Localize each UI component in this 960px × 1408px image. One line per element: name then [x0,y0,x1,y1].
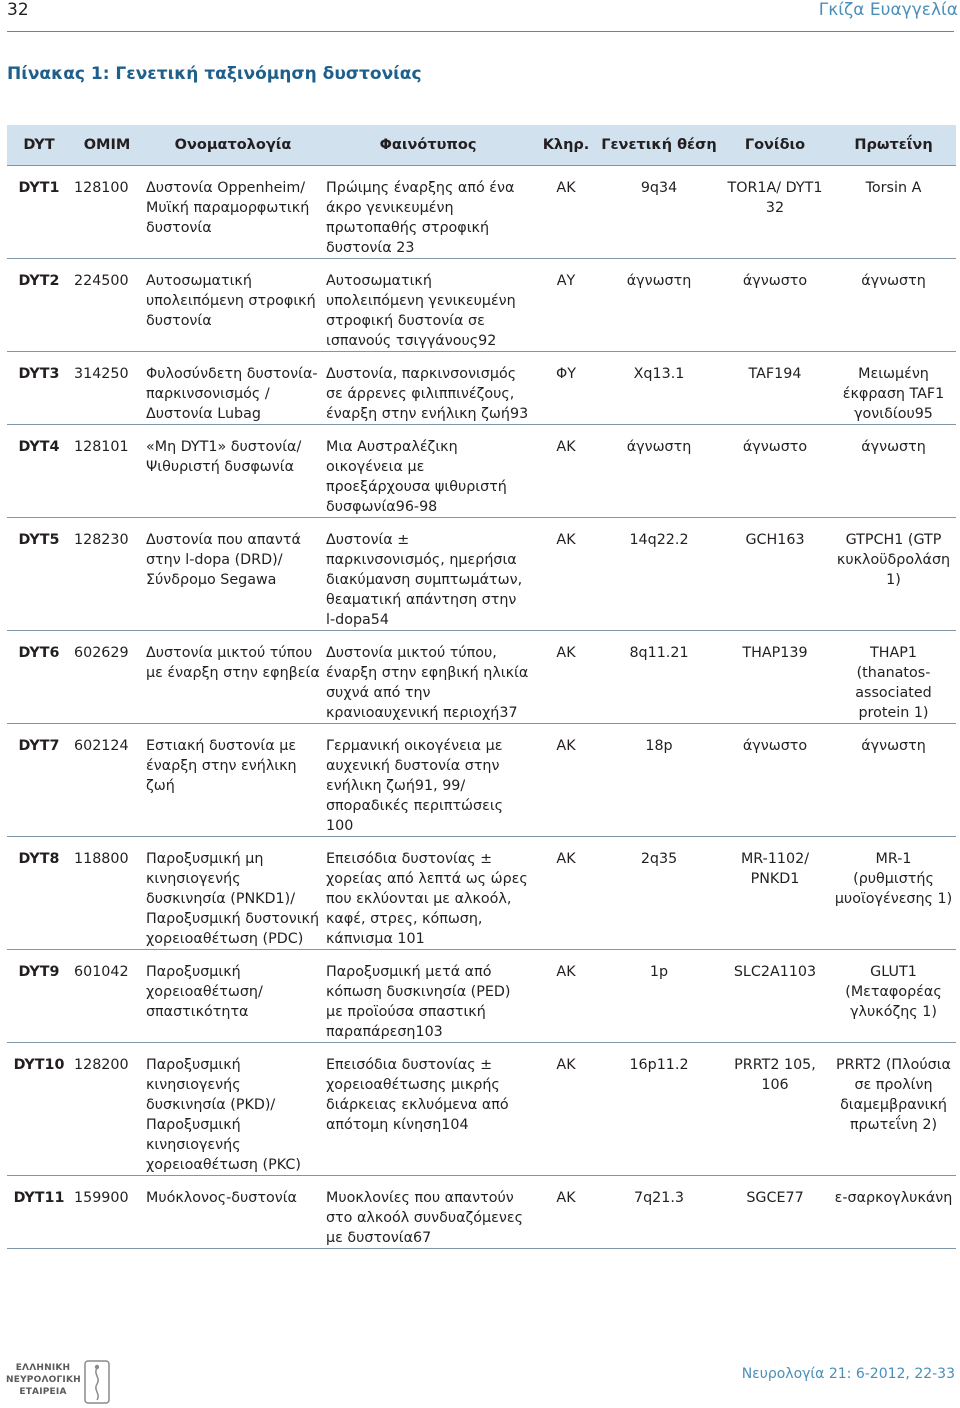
cell-protein: GTPCH1 (GTP κυκλοϋδρολάση 1) [831,518,956,631]
cell-locus: 14q22.2 [599,518,719,631]
cell-gene: άγνωστο [719,724,831,837]
cell-protein: άγνωστη [831,259,956,352]
cell-nomenclature: Φυλοσύνδετη δυστονία-παρκινσονισμός /Δυστονία Lubag [143,352,323,425]
cell-inheritance: ΑΚ [533,1043,599,1176]
column-header: OMIM [71,125,143,166]
cell-inheritance: ΑΚ [533,166,599,259]
author-name: Γκίζα Ευαγγελία [818,0,958,20]
cell-dyt: DYT6 [7,631,71,724]
cell-locus: άγνωστη [599,259,719,352]
cell-protein: Μειωμένη έκφραση TAF1 γονιδίου95 [831,352,956,425]
cell-omim: 602124 [71,724,143,837]
cell-inheritance: ΑΚ [533,518,599,631]
cell-nomenclature: Αυτοσωματική υπολειπόμενη στροφική δυστονία [143,259,323,352]
cell-dyt: DYT10 [7,1043,71,1176]
cell-phenotype: Πρώιμης έναρξης από ένα άκρο γενικευμένη πρωτοπαθής στροφική δυστονία 23 [323,166,533,259]
cell-phenotype: Γερμανική οικογένεια με αυχενική δυστονία στην ενήλικη ζωή91, 99/σποραδικές περιπτώσεις 100 [323,724,533,837]
table-body [7,166,956,1249]
cell-gene: άγνωστο [719,259,831,352]
table-row [7,166,956,259]
cell-phenotype: Μυοκλονίες που απαντούν στο αλκοόλ συνδυαζόμενες με δυστονία67 [323,1176,533,1249]
journal-citation: Νευρολογία 21: 6-2012, 22-33 [741,1366,955,1382]
cell-nomenclature: Δυστονία που απαντά στην l-dopa (DRD)/Σύνδρομο Segawa [143,518,323,631]
column-header: DYT [7,125,71,166]
cell-phenotype: Δυστονία, παρκινσονισμός σε άρρενες φιλιππινέζους, έναρξη στην ενήλικη ζωή93 [323,352,533,425]
cell-gene: PRRT2 105, 106 [719,1043,831,1176]
cell-inheritance: ΦΥ [533,352,599,425]
cell-omim: 128100 [71,166,143,259]
cell-nomenclature: Μυόκλονος-δυστονία [143,1176,323,1249]
cell-locus: άγνωστη [599,425,719,518]
cell-dyt: DYT1 [7,166,71,259]
cell-inheritance: ΑΥ [533,259,599,352]
table-row [7,1043,956,1176]
cell-omim: 314250 [71,352,143,425]
cell-omim: 128101 [71,425,143,518]
cell-locus: 1p [599,950,719,1043]
cell-inheritance: ΑΚ [533,950,599,1043]
cell-inheritance: ΑΚ [533,1176,599,1249]
column-header: Γενετική θέση [599,125,719,166]
cell-gene: GCH163 [719,518,831,631]
page-number: 32 [7,0,29,20]
table-row [7,950,956,1043]
cell-omim: 224500 [71,259,143,352]
header-rule [7,31,954,32]
logo-text: ΕΛΛΗΝΙΚΗ ΝΕΥΡΟΛΟΓΙΚΗ ΕΤΑΙΡΕΙΑ [6,1363,81,1397]
table-row [7,1176,956,1249]
cell-inheritance: ΑΚ [533,837,599,950]
column-header: Γονίδιο [719,125,831,166]
column-header: Φαινότυπος [323,125,533,166]
cell-phenotype: Επεισόδια δυστονίας ± χορειοαθέτωσης μικρής διάρκειας εκλυόμενα από απότομη κίνηση104 [323,1043,533,1176]
table-header-row [7,125,956,166]
cell-locus: 7q21.3 [599,1176,719,1249]
cell-locus: 16p11.2 [599,1043,719,1176]
cell-protein: άγνωστη [831,425,956,518]
cell-nomenclature: Δυστονία μικτού τύπου με έναρξη στην εφηβεία [143,631,323,724]
cell-gene: TAF194 [719,352,831,425]
cell-gene: άγνωστο [719,425,831,518]
table-row [7,631,956,724]
cell-phenotype: Επεισόδια δυστονίας ± χορείας από λεπτά ως ώρες που εκλύονται με αλκοόλ, καφέ, στρες, κόπωση, κάπνισμα 101 [323,837,533,950]
table-row [7,724,956,837]
cell-phenotype: Μια Αυστραλέζικη οικογένεια με προεξάρχουσα ψιθυριστή δυσφωνία96-98 [323,425,533,518]
cell-gene: SGCE77 [719,1176,831,1249]
cell-dyt: DYT9 [7,950,71,1043]
cell-omim: 602629 [71,631,143,724]
cell-nomenclature: Δυστονία Oppenheim/ Μυϊκή παραμορφωτική δυστονία [143,166,323,259]
cell-protein: άγνωστη [831,724,956,837]
cell-phenotype: Παροξυσμική μετά από κόπωση δυσκινησία (PED) με προϊούσα σπαστική παραπάρεση103 [323,950,533,1043]
cell-dyt: DYT2 [7,259,71,352]
table-row [7,837,956,950]
cell-dyt: DYT8 [7,837,71,950]
cell-gene: MR-1102/ PNKD1 [719,837,831,950]
cell-locus: Xq13.1 [599,352,719,425]
column-header: Κληρ. [533,125,599,166]
table-row [7,352,956,425]
cell-protein: MR-1 (ρυθμιστής μυοϊογένεσης 1) [831,837,956,950]
cell-protein: PRRT2 (Πλούσια σε προλίνη διαμεμβρανική πρωτεΐνη 2) [831,1043,956,1176]
cell-omim: 118800 [71,837,143,950]
cell-phenotype: Δυστονία μικτού τύπου, έναρξη στην εφηβική ηλικία συχνά από την κρανιοαυχενική περιοχή37 [323,631,533,724]
cell-nomenclature: Παροξυσμική κινησιογενής δυσκινησία (PKD)/ Παροξυσμική κινησιογενής χορειοαθέτωση (PKC) [143,1043,323,1176]
cell-nomenclature: «Mη DYT1» δυστονία/ Ψιθυριστή δυσφωνία [143,425,323,518]
cell-dyt: DYT5 [7,518,71,631]
logo-emblem-icon [84,1360,110,1404]
cell-omim: 128200 [71,1043,143,1176]
cell-gene: TOR1A/ DYT1 32 [719,166,831,259]
table-title: Πίνακας 1: Γενετική ταξινόμηση δυστονίας [7,64,422,84]
table-row [7,425,956,518]
cell-protein: GLUT1 (Μεταφορέας γλυκόζης 1) [831,950,956,1043]
dystonia-table [7,125,956,1249]
cell-dyt: DYT4 [7,425,71,518]
cell-protein: THAP1 (thanatos-associated protein 1) [831,631,956,724]
cell-locus: 8q11.21 [599,631,719,724]
cell-locus: 18p [599,724,719,837]
cell-nomenclature: Εστιακή δυστονία με έναρξη στην ενήλικη ζωή [143,724,323,837]
cell-inheritance: ΑΚ [533,631,599,724]
cell-gene: SLC2A1103 [719,950,831,1043]
cell-omim: 159900 [71,1176,143,1249]
cell-dyt: DYT3 [7,352,71,425]
cell-omim: 128230 [71,518,143,631]
cell-protein: ε-σαρκογλυκάνη [831,1176,956,1249]
cell-nomenclature: Παροξυσμική χορειοαθέτωση/σπαστικότητα [143,950,323,1043]
society-logo [6,1360,116,1404]
cell-inheritance: ΑΚ [533,425,599,518]
table-row [7,259,956,352]
cell-omim: 601042 [71,950,143,1043]
table-row [7,518,956,631]
column-header: Ονοματολογία [143,125,323,166]
cell-locus: 2q35 [599,837,719,950]
cell-phenotype: Αυτοσωματική υπολειπόμενη γενικευμένη στροφική δυστονία σε ισπανούς τσιγγάνους92 [323,259,533,352]
cell-inheritance: ΑΚ [533,724,599,837]
cell-nomenclature: Παροξυσμική μη κινησιογενής δυσκινησία (PNKD1)/ Παροξυσμική δυστονική χορειοαθέτωση (PDC) [143,837,323,950]
cell-locus: 9q34 [599,166,719,259]
cell-gene: THAP139 [719,631,831,724]
cell-protein: Torsin A [831,166,956,259]
column-header: Πρωτεΐνη [831,125,956,166]
cell-dyt: DYT7 [7,724,71,837]
cell-dyt: DYT11 [7,1176,71,1249]
page-header [0,0,960,22]
cell-phenotype: Δυστονία ± παρκινσονισμός, ημερήσια διακύμανση συμπτωμάτων, θεαματική απάντηση στην l-dopa54 [323,518,533,631]
